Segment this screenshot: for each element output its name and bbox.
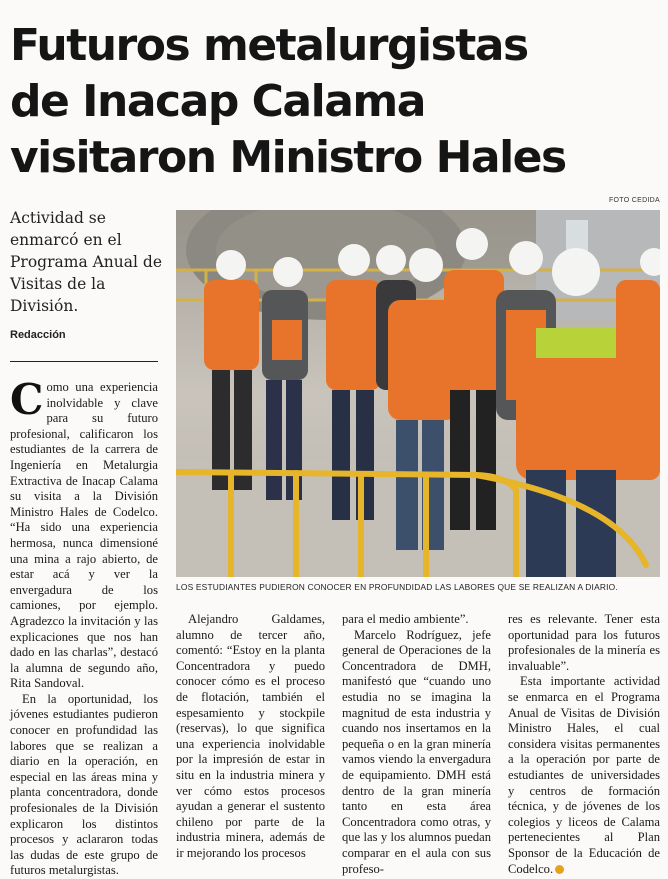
paragraph: En la oportunidad, los jóvenes estudiantes pudieron conocer en profundidad las labores que se realizan a diario en la operación, en especial en las áreas mina y planta concentradora, donde profesionales de la División explicaron los distintos procesos y aclararon todas las dudas de este grupo de futuros metalurgistas. [10,691,158,878]
headline-line-1: Futuros metalurgistas [10,20,528,71]
paragraph: Marcelo Rodríguez, jefe general de Operaciones de la Concentradora de DMH, manifestó que “cuando uno estudia no se imagina la magnitud de esta industria y cuando nos insertamos en la pequeña o en la gran minería vamos viendo la envergadura de equipamiento. DMH está dentro de la gran minería tanto en esta área Concentradora como otras, y que las y los alumnos puedan comparar en el aula con sus profeso- [342,627,491,876]
paragraph: res es relevante. Tener esta oportunidad para los futuros profesionales de la minería es invaluable”. [508,612,660,673]
paragraph [10,375,158,692]
end-mark-icon [555,865,564,874]
author-byline: Redacción [10,329,66,341]
drop-cap: C [10,375,44,424]
headline [10,18,660,186]
article-photo [176,210,660,577]
headline-line-3: visitaron Ministro Hales [10,132,566,183]
column-3 [342,612,491,877]
column-2 [176,612,325,862]
column-1 [10,375,158,879]
paragraph: para el medio ambiente”. [342,612,469,626]
photo-credit: FOTO CEDIDA [608,197,660,204]
paragraph-text: omo una experiencia inolvidable y clave para su futuro profesional, calificaron los estudiantes de la carrera de Ingeniería en Metalurgia Extractiva de Inacap Calama su visita a la División Ministro Hales de Codelco. “Ha sido una experiencia hermosa, nunca dimensioné una mina a rajo abierto, de estar acá y ver la envergadura de los camiones, por ejemplo. Agradezco la invitación y las explicaciones que nos han dado en las charlas”, destacó la alumna de segundo año, Rita Sandoval. [10,380,158,691]
paragraph-text: Esta importante actividad se enmarca en el Programa Anual de Visitas de División Ministro Hales, el cual considera visitas permanentes a la operación por parte de estudiantes de universidades y centros de formación técnica, y de jóvenes de los colegios y liceos de Calama pertenecientes al Plan Sponsor de la Educación de Codelco. [508,674,660,876]
divider [10,361,158,362]
subtitle: Actividad se enmarcó en el Programa Anual de Visitas de la División. [10,209,162,315]
paragraph [508,674,660,877]
headline-line-2: de Inacap Calama [10,76,425,127]
photo-caption: LOS ESTUDIANTES PUDIERON CONOCER EN PROFUNDIDAD LAS LABORES QUE SE REALIZAN A DIARIO. [176,582,618,592]
paragraph: Alejandro Galdames, alumno de tercer año, comentó: “Estoy en la planta Concentradora y puedo conocer cómo es el proceso de flotación, también el espesamiento y stockpile (reservas), lo que significa una experiencia inolvidable por la impresión de estar in situ en la industria minera y ver cómo estos procesos ayudan a generar el sustento chileno por parte de la industria minera, además de ir mejorando los procesos [176,612,325,860]
column-4 [508,612,660,877]
